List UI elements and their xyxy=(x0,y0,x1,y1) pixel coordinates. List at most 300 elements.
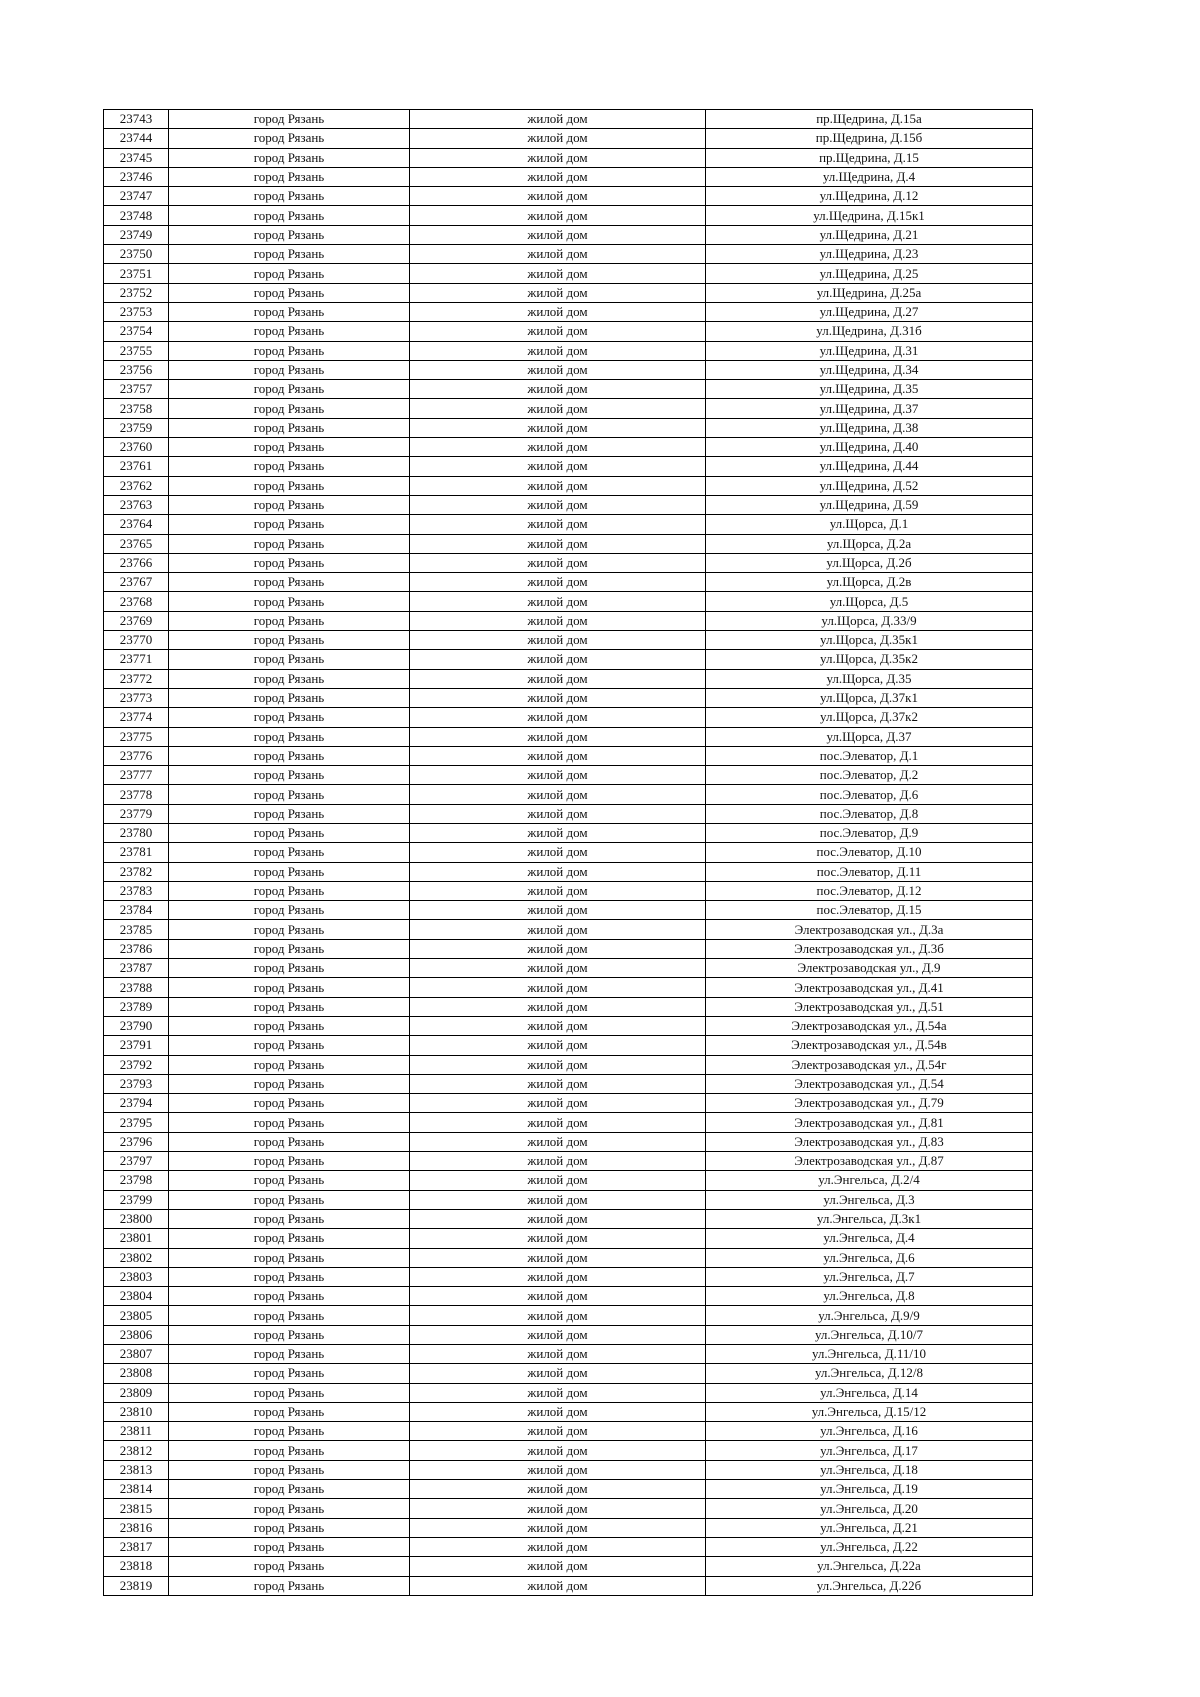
table-row xyxy=(104,785,1033,804)
address-cell: ул.Щорса, Д.2а xyxy=(706,534,1033,553)
table-row xyxy=(104,881,1033,900)
record-number-cell: 23802 xyxy=(104,1248,169,1267)
record-number-cell: 23780 xyxy=(104,823,169,842)
object-type-cell: жилой дом xyxy=(410,1499,706,1518)
object-type-cell: жилой дом xyxy=(410,997,706,1016)
record-number-cell: 23797 xyxy=(104,1152,169,1171)
record-number-cell: 23747 xyxy=(104,187,169,206)
record-number-cell: 23773 xyxy=(104,688,169,707)
record-number-cell: 23814 xyxy=(104,1480,169,1499)
address-cell: ул.Энгельса, Д.12/8 xyxy=(706,1364,1033,1383)
address-cell: ул.Энгельса, Д.15/12 xyxy=(706,1402,1033,1421)
record-number-cell: 23748 xyxy=(104,206,169,225)
address-cell: ул.Энгельса, Д.3к1 xyxy=(706,1209,1033,1228)
address-cell: ул.Энгельса, Д.14 xyxy=(706,1383,1033,1402)
record-number-cell: 23744 xyxy=(104,129,169,148)
address-cell: ул.Щорса, Д.5 xyxy=(706,592,1033,611)
table-row xyxy=(104,245,1033,264)
city-cell: город Рязань xyxy=(169,592,410,611)
city-cell: город Рязань xyxy=(169,1055,410,1074)
object-type-cell: жилой дом xyxy=(410,727,706,746)
city-cell: город Рязань xyxy=(169,1325,410,1344)
address-cell: ул.Щедрина, Д.27 xyxy=(706,302,1033,321)
address-cell: ул.Энгельса, Д.7 xyxy=(706,1267,1033,1286)
city-cell: город Рязань xyxy=(169,1074,410,1093)
table-row xyxy=(104,997,1033,1016)
address-cell: ул.Щорса, Д.35к1 xyxy=(706,631,1033,650)
address-cell: Электрозаводская ул., Д.54г xyxy=(706,1055,1033,1074)
record-number-cell: 23758 xyxy=(104,399,169,418)
object-type-cell: жилой дом xyxy=(410,843,706,862)
address-cell: ул.Энгельса, Д.19 xyxy=(706,1480,1033,1499)
address-cell: Электрозаводская ул., Д.83 xyxy=(706,1132,1033,1151)
object-type-cell: жилой дом xyxy=(410,399,706,418)
object-type-cell: жилой дом xyxy=(410,1248,706,1267)
city-cell: город Рязань xyxy=(169,1113,410,1132)
record-number-cell: 23810 xyxy=(104,1402,169,1421)
address-cell: ул.Энгельса, Д.2/4 xyxy=(706,1171,1033,1190)
city-cell: город Рязань xyxy=(169,187,410,206)
table-row xyxy=(104,1480,1033,1499)
object-type-cell: жилой дом xyxy=(410,1016,706,1035)
object-type-cell: жилой дом xyxy=(410,901,706,920)
city-cell: город Рязань xyxy=(169,727,410,746)
table-row xyxy=(104,1576,1033,1595)
object-type-cell: жилой дом xyxy=(410,1132,706,1151)
city-cell: город Рязань xyxy=(169,1094,410,1113)
object-type-cell: жилой дом xyxy=(410,862,706,881)
city-cell: город Рязань xyxy=(169,245,410,264)
object-type-cell: жилой дом xyxy=(410,1364,706,1383)
record-number-cell: 23811 xyxy=(104,1422,169,1441)
address-cell: пос.Элеватор, Д.1 xyxy=(706,746,1033,765)
object-type-cell: жилой дом xyxy=(410,1306,706,1325)
table-row xyxy=(104,1209,1033,1228)
record-number-cell: 23819 xyxy=(104,1576,169,1595)
object-type-cell: жилой дом xyxy=(410,959,706,978)
object-type-cell: жилой дом xyxy=(410,515,706,534)
address-cell: Электрозаводская ул., Д.3б xyxy=(706,939,1033,958)
address-cell: ул.Щедрина, Д.12 xyxy=(706,187,1033,206)
record-number-cell: 23774 xyxy=(104,708,169,727)
table-row xyxy=(104,650,1033,669)
address-cell: ул.Щорса, Д.35 xyxy=(706,669,1033,688)
address-cell: ул.Щедрина, Д.38 xyxy=(706,418,1033,437)
address-cell: ул.Энгельса, Д.10/7 xyxy=(706,1325,1033,1344)
address-cell: ул.Щедрина, Д.4 xyxy=(706,167,1033,186)
table-row xyxy=(104,1132,1033,1151)
address-cell: ул.Щорса, Д.37 xyxy=(706,727,1033,746)
address-cell: пос.Элеватор, Д.15 xyxy=(706,901,1033,920)
object-type-cell: жилой дом xyxy=(410,978,706,997)
object-type-cell: жилой дом xyxy=(410,939,706,958)
record-number-cell: 23781 xyxy=(104,843,169,862)
city-cell: город Рязань xyxy=(169,360,410,379)
address-cell: Электрозаводская ул., Д.54 xyxy=(706,1074,1033,1093)
record-number-cell: 23765 xyxy=(104,534,169,553)
city-cell: город Рязань xyxy=(169,862,410,881)
city-cell: город Рязань xyxy=(169,1229,410,1248)
address-cell: пос.Элеватор, Д.8 xyxy=(706,804,1033,823)
address-cell: ул.Щорса, Д.33/9 xyxy=(706,611,1033,630)
table-row xyxy=(104,1094,1033,1113)
city-cell: город Рязань xyxy=(169,418,410,437)
address-cell: Электрозаводская ул., Д.51 xyxy=(706,997,1033,1016)
object-type-cell: жилой дом xyxy=(410,920,706,939)
object-type-cell: жилой дом xyxy=(410,457,706,476)
record-number-cell: 23791 xyxy=(104,1036,169,1055)
record-number-cell: 23784 xyxy=(104,901,169,920)
object-type-cell: жилой дом xyxy=(410,129,706,148)
record-number-cell: 23803 xyxy=(104,1267,169,1286)
table-row xyxy=(104,823,1033,842)
address-cell: Электрозаводская ул., Д.9 xyxy=(706,959,1033,978)
table-row xyxy=(104,110,1033,129)
city-cell: город Рязань xyxy=(169,1460,410,1479)
record-number-cell: 23816 xyxy=(104,1518,169,1537)
city-cell: город Рязань xyxy=(169,1576,410,1595)
table-row xyxy=(104,1267,1033,1286)
record-number-cell: 23778 xyxy=(104,785,169,804)
record-number-cell: 23793 xyxy=(104,1074,169,1093)
object-type-cell: жилой дом xyxy=(410,1557,706,1576)
table-row xyxy=(104,1402,1033,1421)
object-type-cell: жилой дом xyxy=(410,148,706,167)
record-number-cell: 23768 xyxy=(104,592,169,611)
table-row xyxy=(104,341,1033,360)
city-cell: город Рязань xyxy=(169,1557,410,1576)
table-row xyxy=(104,669,1033,688)
table-row xyxy=(104,1113,1033,1132)
address-cell: ул.Щедрина, Д.59 xyxy=(706,495,1033,514)
record-number-cell: 23787 xyxy=(104,959,169,978)
city-cell: город Рязань xyxy=(169,110,410,129)
address-cell: ул.Энгельса, Д.16 xyxy=(706,1422,1033,1441)
city-cell: город Рязань xyxy=(169,978,410,997)
city-cell: город Рязань xyxy=(169,167,410,186)
city-cell: город Рязань xyxy=(169,1422,410,1441)
table-row xyxy=(104,1229,1033,1248)
city-cell: город Рязань xyxy=(169,766,410,785)
record-number-cell: 23796 xyxy=(104,1132,169,1151)
table-row xyxy=(104,708,1033,727)
table-row xyxy=(104,901,1033,920)
address-cell: ул.Щорса, Д.37к2 xyxy=(706,708,1033,727)
address-cell: Электрозаводская ул., Д.54а xyxy=(706,1016,1033,1035)
address-cell: ул.Энгельса, Д.6 xyxy=(706,1248,1033,1267)
record-number-cell: 23792 xyxy=(104,1055,169,1074)
city-cell: город Рязань xyxy=(169,688,410,707)
record-number-cell: 23789 xyxy=(104,997,169,1016)
city-cell: город Рязань xyxy=(169,611,410,630)
address-cell: пос.Элеватор, Д.12 xyxy=(706,881,1033,900)
city-cell: город Рязань xyxy=(169,1152,410,1171)
city-cell: город Рязань xyxy=(169,708,410,727)
city-cell: город Рязань xyxy=(169,843,410,862)
address-cell: пр.Щедрина, Д.15б xyxy=(706,129,1033,148)
city-cell: город Рязань xyxy=(169,148,410,167)
table-row xyxy=(104,1016,1033,1035)
city-cell: город Рязань xyxy=(169,380,410,399)
record-number-cell: 23759 xyxy=(104,418,169,437)
object-type-cell: жилой дом xyxy=(410,669,706,688)
address-cell: ул.Энгельса, Д.17 xyxy=(706,1441,1033,1460)
address-cell: ул.Щорса, Д.35к2 xyxy=(706,650,1033,669)
address-cell: ул.Щедрина, Д.31б xyxy=(706,322,1033,341)
object-type-cell: жилой дом xyxy=(410,688,706,707)
table-row xyxy=(104,129,1033,148)
table-row xyxy=(104,1499,1033,1518)
object-type-cell: жилой дом xyxy=(410,1074,706,1093)
object-type-cell: жилой дом xyxy=(410,1460,706,1479)
city-cell: город Рязань xyxy=(169,399,410,418)
address-cell: ул.Щедрина, Д.15к1 xyxy=(706,206,1033,225)
record-number-cell: 23775 xyxy=(104,727,169,746)
city-cell: город Рязань xyxy=(169,1190,410,1209)
object-type-cell: жилой дом xyxy=(410,341,706,360)
city-cell: город Рязань xyxy=(169,1537,410,1556)
address-cell: пос.Элеватор, Д.6 xyxy=(706,785,1033,804)
table-row xyxy=(104,1325,1033,1344)
city-cell: город Рязань xyxy=(169,1171,410,1190)
city-cell: город Рязань xyxy=(169,553,410,572)
object-type-cell: жилой дом xyxy=(410,1345,706,1364)
object-type-cell: жилой дом xyxy=(410,1229,706,1248)
address-cell: ул.Щедрина, Д.52 xyxy=(706,476,1033,495)
object-type-cell: жилой дом xyxy=(410,322,706,341)
record-number-cell: 23763 xyxy=(104,495,169,514)
table-row xyxy=(104,1460,1033,1479)
address-cell: ул.Энгельса, Д.9/9 xyxy=(706,1306,1033,1325)
city-cell: город Рязань xyxy=(169,1132,410,1151)
record-number-cell: 23770 xyxy=(104,631,169,650)
table-row xyxy=(104,302,1033,321)
table-row xyxy=(104,766,1033,785)
table-row xyxy=(104,1248,1033,1267)
address-cell: ул.Энгельса, Д.21 xyxy=(706,1518,1033,1537)
registry-table-body xyxy=(104,110,1033,1596)
table-row xyxy=(104,1537,1033,1556)
table-row xyxy=(104,939,1033,958)
record-number-cell: 23817 xyxy=(104,1537,169,1556)
table-row xyxy=(104,360,1033,379)
address-cell: ул.Щедрина, Д.21 xyxy=(706,225,1033,244)
address-cell: ул.Энгельса, Д.22 xyxy=(706,1537,1033,1556)
address-cell: ул.Энгельса, Д.8 xyxy=(706,1287,1033,1306)
address-cell: ул.Энгельса, Д.4 xyxy=(706,1229,1033,1248)
address-cell: ул.Щорса, Д.37к1 xyxy=(706,688,1033,707)
object-type-cell: жилой дом xyxy=(410,804,706,823)
record-number-cell: 23771 xyxy=(104,650,169,669)
address-cell: ул.Энгельса, Д.22б xyxy=(706,1576,1033,1595)
record-number-cell: 23807 xyxy=(104,1345,169,1364)
table-row xyxy=(104,631,1033,650)
object-type-cell: жилой дом xyxy=(410,553,706,572)
address-cell: Электрозаводская ул., Д.87 xyxy=(706,1152,1033,1171)
table-row xyxy=(104,920,1033,939)
table-row xyxy=(104,438,1033,457)
table-row xyxy=(104,611,1033,630)
address-cell: ул.Щедрина, Д.25а xyxy=(706,283,1033,302)
city-cell: город Рязань xyxy=(169,515,410,534)
city-cell: город Рязань xyxy=(169,1441,410,1460)
table-row xyxy=(104,495,1033,514)
address-cell: ул.Энгельса, Д.18 xyxy=(706,1460,1033,1479)
table-row xyxy=(104,399,1033,418)
record-number-cell: 23746 xyxy=(104,167,169,186)
city-cell: город Рязань xyxy=(169,438,410,457)
object-type-cell: жилой дом xyxy=(410,573,706,592)
city-cell: город Рязань xyxy=(169,1402,410,1421)
address-cell: ул.Энгельса, Д.22а xyxy=(706,1557,1033,1576)
object-type-cell: жилой дом xyxy=(410,1576,706,1595)
address-cell: ул.Щедрина, Д.44 xyxy=(706,457,1033,476)
address-cell: ул.Щорса, Д.2в xyxy=(706,573,1033,592)
object-type-cell: жилой дом xyxy=(410,1422,706,1441)
address-cell: ул.Щедрина, Д.25 xyxy=(706,264,1033,283)
record-number-cell: 23785 xyxy=(104,920,169,939)
city-cell: город Рязань xyxy=(169,1248,410,1267)
object-type-cell: жилой дом xyxy=(410,823,706,842)
object-type-cell: жилой дом xyxy=(410,1036,706,1055)
record-number-cell: 23800 xyxy=(104,1209,169,1228)
record-number-cell: 23809 xyxy=(104,1383,169,1402)
record-number-cell: 23749 xyxy=(104,225,169,244)
record-number-cell: 23753 xyxy=(104,302,169,321)
object-type-cell: жилой дом xyxy=(410,1325,706,1344)
table-row xyxy=(104,592,1033,611)
object-type-cell: жилой дом xyxy=(410,206,706,225)
record-number-cell: 23801 xyxy=(104,1229,169,1248)
object-type-cell: жилой дом xyxy=(410,1287,706,1306)
address-cell: пос.Элеватор, Д.9 xyxy=(706,823,1033,842)
object-type-cell: жилой дом xyxy=(410,245,706,264)
address-cell: Электрозаводская ул., Д.81 xyxy=(706,1113,1033,1132)
record-number-cell: 23783 xyxy=(104,881,169,900)
address-cell: ул.Щедрина, Д.37 xyxy=(706,399,1033,418)
object-type-cell: жилой дом xyxy=(410,1209,706,1228)
city-cell: город Рязань xyxy=(169,1267,410,1286)
city-cell: город Рязань xyxy=(169,129,410,148)
table-row xyxy=(104,1074,1033,1093)
record-number-cell: 23806 xyxy=(104,1325,169,1344)
address-cell: ул.Щедрина, Д.31 xyxy=(706,341,1033,360)
record-number-cell: 23790 xyxy=(104,1016,169,1035)
city-cell: город Рязань xyxy=(169,959,410,978)
address-cell: пос.Элеватор, Д.2 xyxy=(706,766,1033,785)
city-cell: город Рязань xyxy=(169,1306,410,1325)
city-cell: город Рязань xyxy=(169,939,410,958)
city-cell: город Рязань xyxy=(169,322,410,341)
object-type-cell: жилой дом xyxy=(410,283,706,302)
city-cell: город Рязань xyxy=(169,823,410,842)
record-number-cell: 23757 xyxy=(104,380,169,399)
object-type-cell: жилой дом xyxy=(410,1383,706,1402)
object-type-cell: жилой дом xyxy=(410,1094,706,1113)
table-row xyxy=(104,978,1033,997)
city-cell: город Рязань xyxy=(169,746,410,765)
city-cell: город Рязань xyxy=(169,1345,410,1364)
city-cell: город Рязань xyxy=(169,1383,410,1402)
city-cell: город Рязань xyxy=(169,804,410,823)
table-row xyxy=(104,225,1033,244)
record-number-cell: 23777 xyxy=(104,766,169,785)
table-row xyxy=(104,959,1033,978)
record-number-cell: 23772 xyxy=(104,669,169,688)
object-type-cell: жилой дом xyxy=(410,1190,706,1209)
table-row xyxy=(104,264,1033,283)
object-type-cell: жилой дом xyxy=(410,592,706,611)
object-type-cell: жилой дом xyxy=(410,302,706,321)
table-row xyxy=(104,1306,1033,1325)
address-cell: Электрозаводская ул., Д.3а xyxy=(706,920,1033,939)
record-number-cell: 23776 xyxy=(104,746,169,765)
city-cell: город Рязань xyxy=(169,1364,410,1383)
record-number-cell: 23752 xyxy=(104,283,169,302)
object-type-cell: жилой дом xyxy=(410,187,706,206)
object-type-cell: жилой дом xyxy=(410,650,706,669)
record-number-cell: 23818 xyxy=(104,1557,169,1576)
table-row xyxy=(104,688,1033,707)
table-row xyxy=(104,206,1033,225)
table-row xyxy=(104,148,1033,167)
object-type-cell: жилой дом xyxy=(410,264,706,283)
address-cell: ул.Щорса, Д.2б xyxy=(706,553,1033,572)
table-row xyxy=(104,1171,1033,1190)
record-number-cell: 23756 xyxy=(104,360,169,379)
city-cell: город Рязань xyxy=(169,476,410,495)
record-number-cell: 23795 xyxy=(104,1113,169,1132)
city-cell: город Рязань xyxy=(169,901,410,920)
object-type-cell: жилой дом xyxy=(410,438,706,457)
object-type-cell: жилой дом xyxy=(410,110,706,129)
table-row xyxy=(104,322,1033,341)
address-cell: пр.Щедрина, Д.15 xyxy=(706,148,1033,167)
object-type-cell: жилой дом xyxy=(410,418,706,437)
object-type-cell: жилой дом xyxy=(410,495,706,514)
address-cell: ул.Энгельса, Д.3 xyxy=(706,1190,1033,1209)
city-cell: город Рязань xyxy=(169,1016,410,1035)
object-type-cell: жилой дом xyxy=(410,225,706,244)
address-cell: пос.Элеватор, Д.10 xyxy=(706,843,1033,862)
table-row xyxy=(104,1345,1033,1364)
table-row xyxy=(104,534,1033,553)
record-number-cell: 23743 xyxy=(104,110,169,129)
record-number-cell: 23804 xyxy=(104,1287,169,1306)
table-row xyxy=(104,862,1033,881)
address-registry-table xyxy=(103,109,1033,1596)
record-number-cell: 23760 xyxy=(104,438,169,457)
object-type-cell: жилой дом xyxy=(410,1171,706,1190)
table-row xyxy=(104,515,1033,534)
city-cell: город Рязань xyxy=(169,457,410,476)
record-number-cell: 23788 xyxy=(104,978,169,997)
record-number-cell: 23769 xyxy=(104,611,169,630)
city-cell: город Рязань xyxy=(169,534,410,553)
object-type-cell: жилой дом xyxy=(410,766,706,785)
table-row xyxy=(104,1055,1033,1074)
address-cell: Электрозаводская ул., Д.79 xyxy=(706,1094,1033,1113)
object-type-cell: жилой дом xyxy=(410,1402,706,1421)
city-cell: город Рязань xyxy=(169,1287,410,1306)
record-number-cell: 23764 xyxy=(104,515,169,534)
city-cell: город Рязань xyxy=(169,225,410,244)
table-row xyxy=(104,843,1033,862)
city-cell: город Рязань xyxy=(169,495,410,514)
address-cell: ул.Щедрина, Д.35 xyxy=(706,380,1033,399)
address-cell: ул.Энгельса, Д.11/10 xyxy=(706,1345,1033,1364)
address-cell: ул.Щорса, Д.1 xyxy=(706,515,1033,534)
